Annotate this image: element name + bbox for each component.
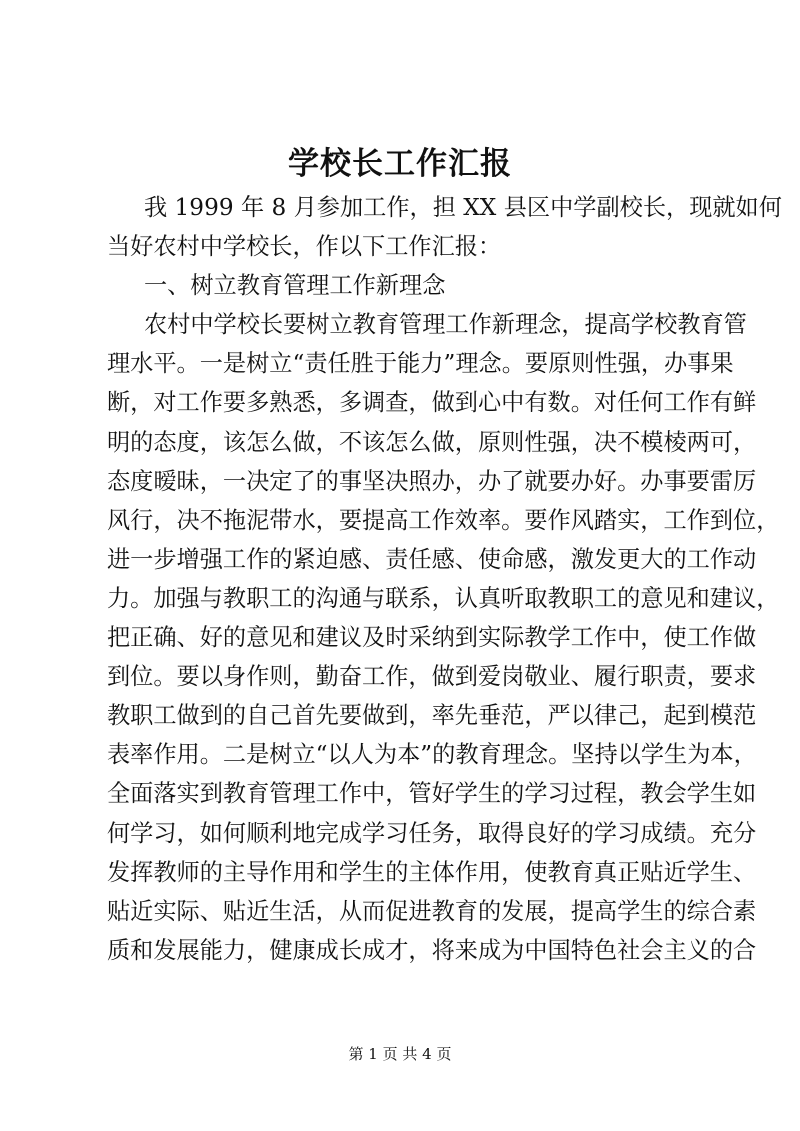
paragraph-line: 表率作用。二是树立“以人为本”的教育理念。坚持以学生为本， <box>107 741 757 769</box>
paragraph-line: 明的态度，该怎么做，不该怎么做，原则性强，决不模棱两可， <box>107 428 757 456</box>
paragraph-line: 态度暧昧，一决定了的事坚决照办，办了就要办好。办事要雷厉 <box>107 467 757 495</box>
page-footer: 第 1 页 共 4 页 <box>348 1045 452 1063</box>
paragraph-line: 发挥教师的主导作用和学生的主体作用，使教育真正贴近学生、 <box>107 858 757 886</box>
paragraph-line: 教职工做到的自己首先要做到，率先垂范，严以律己，起到模范 <box>107 702 757 730</box>
paragraph-line: 贴近实际、贴近生活，从而促进教育的发展，提高学生的综合素 <box>107 897 757 925</box>
paragraph-line: 断，对工作要多熟悉，多调查，做到心中有数。对任何工作有鲜 <box>107 389 757 417</box>
paragraph-line: 风行，决不拖泥带水，要提高工作效率。要作风踏实，工作到位， <box>107 506 780 534</box>
document-title: 学校长工作汇报 <box>288 146 512 182</box>
paragraph-line: 何学习，如何顺利地完成学习任务，取得良好的学习成绩。充分 <box>107 819 757 847</box>
document-body <box>107 188 782 970</box>
paragraph-line: 力。加强与教职工的沟通与联系，认真听取教职工的意见和建议， <box>107 584 780 612</box>
paragraph-line: 农村中学校长要树立教育管理工作新理念，提高学校教育管 <box>144 311 747 339</box>
paragraph-line: 到位。要以身作则，勤奋工作，做到爱岗敬业、履行职责，要求 <box>107 663 757 691</box>
paragraph-line: 质和发展能力，健康成长成才，将来成为中国特色社会主义的合 <box>107 936 757 964</box>
paragraph-line: 全面落实到教育管理工作中，管好学生的学习过程，教会学生如 <box>107 780 757 808</box>
section-heading: 一、树立教育管理工作新理念 <box>144 272 446 300</box>
paragraph-line: 理水平。一是树立“责任胜于能力”理念。要原则性强，办事果 <box>107 350 734 378</box>
paragraph-line: 把正确、好的意见和建议及时采纳到实际教学工作中，使工作做 <box>107 624 757 652</box>
paragraph-line: 当好农村中学校长，作以下工作汇报： <box>107 233 502 261</box>
paragraph-line: 我 1999 年 8 月参加工作，担 XX 县区中学副校长，现就如何 <box>144 194 782 221</box>
paragraph-line: 进一步增强工作的紧迫感、责任感、使命感，激发更大的工作动 <box>107 545 757 573</box>
